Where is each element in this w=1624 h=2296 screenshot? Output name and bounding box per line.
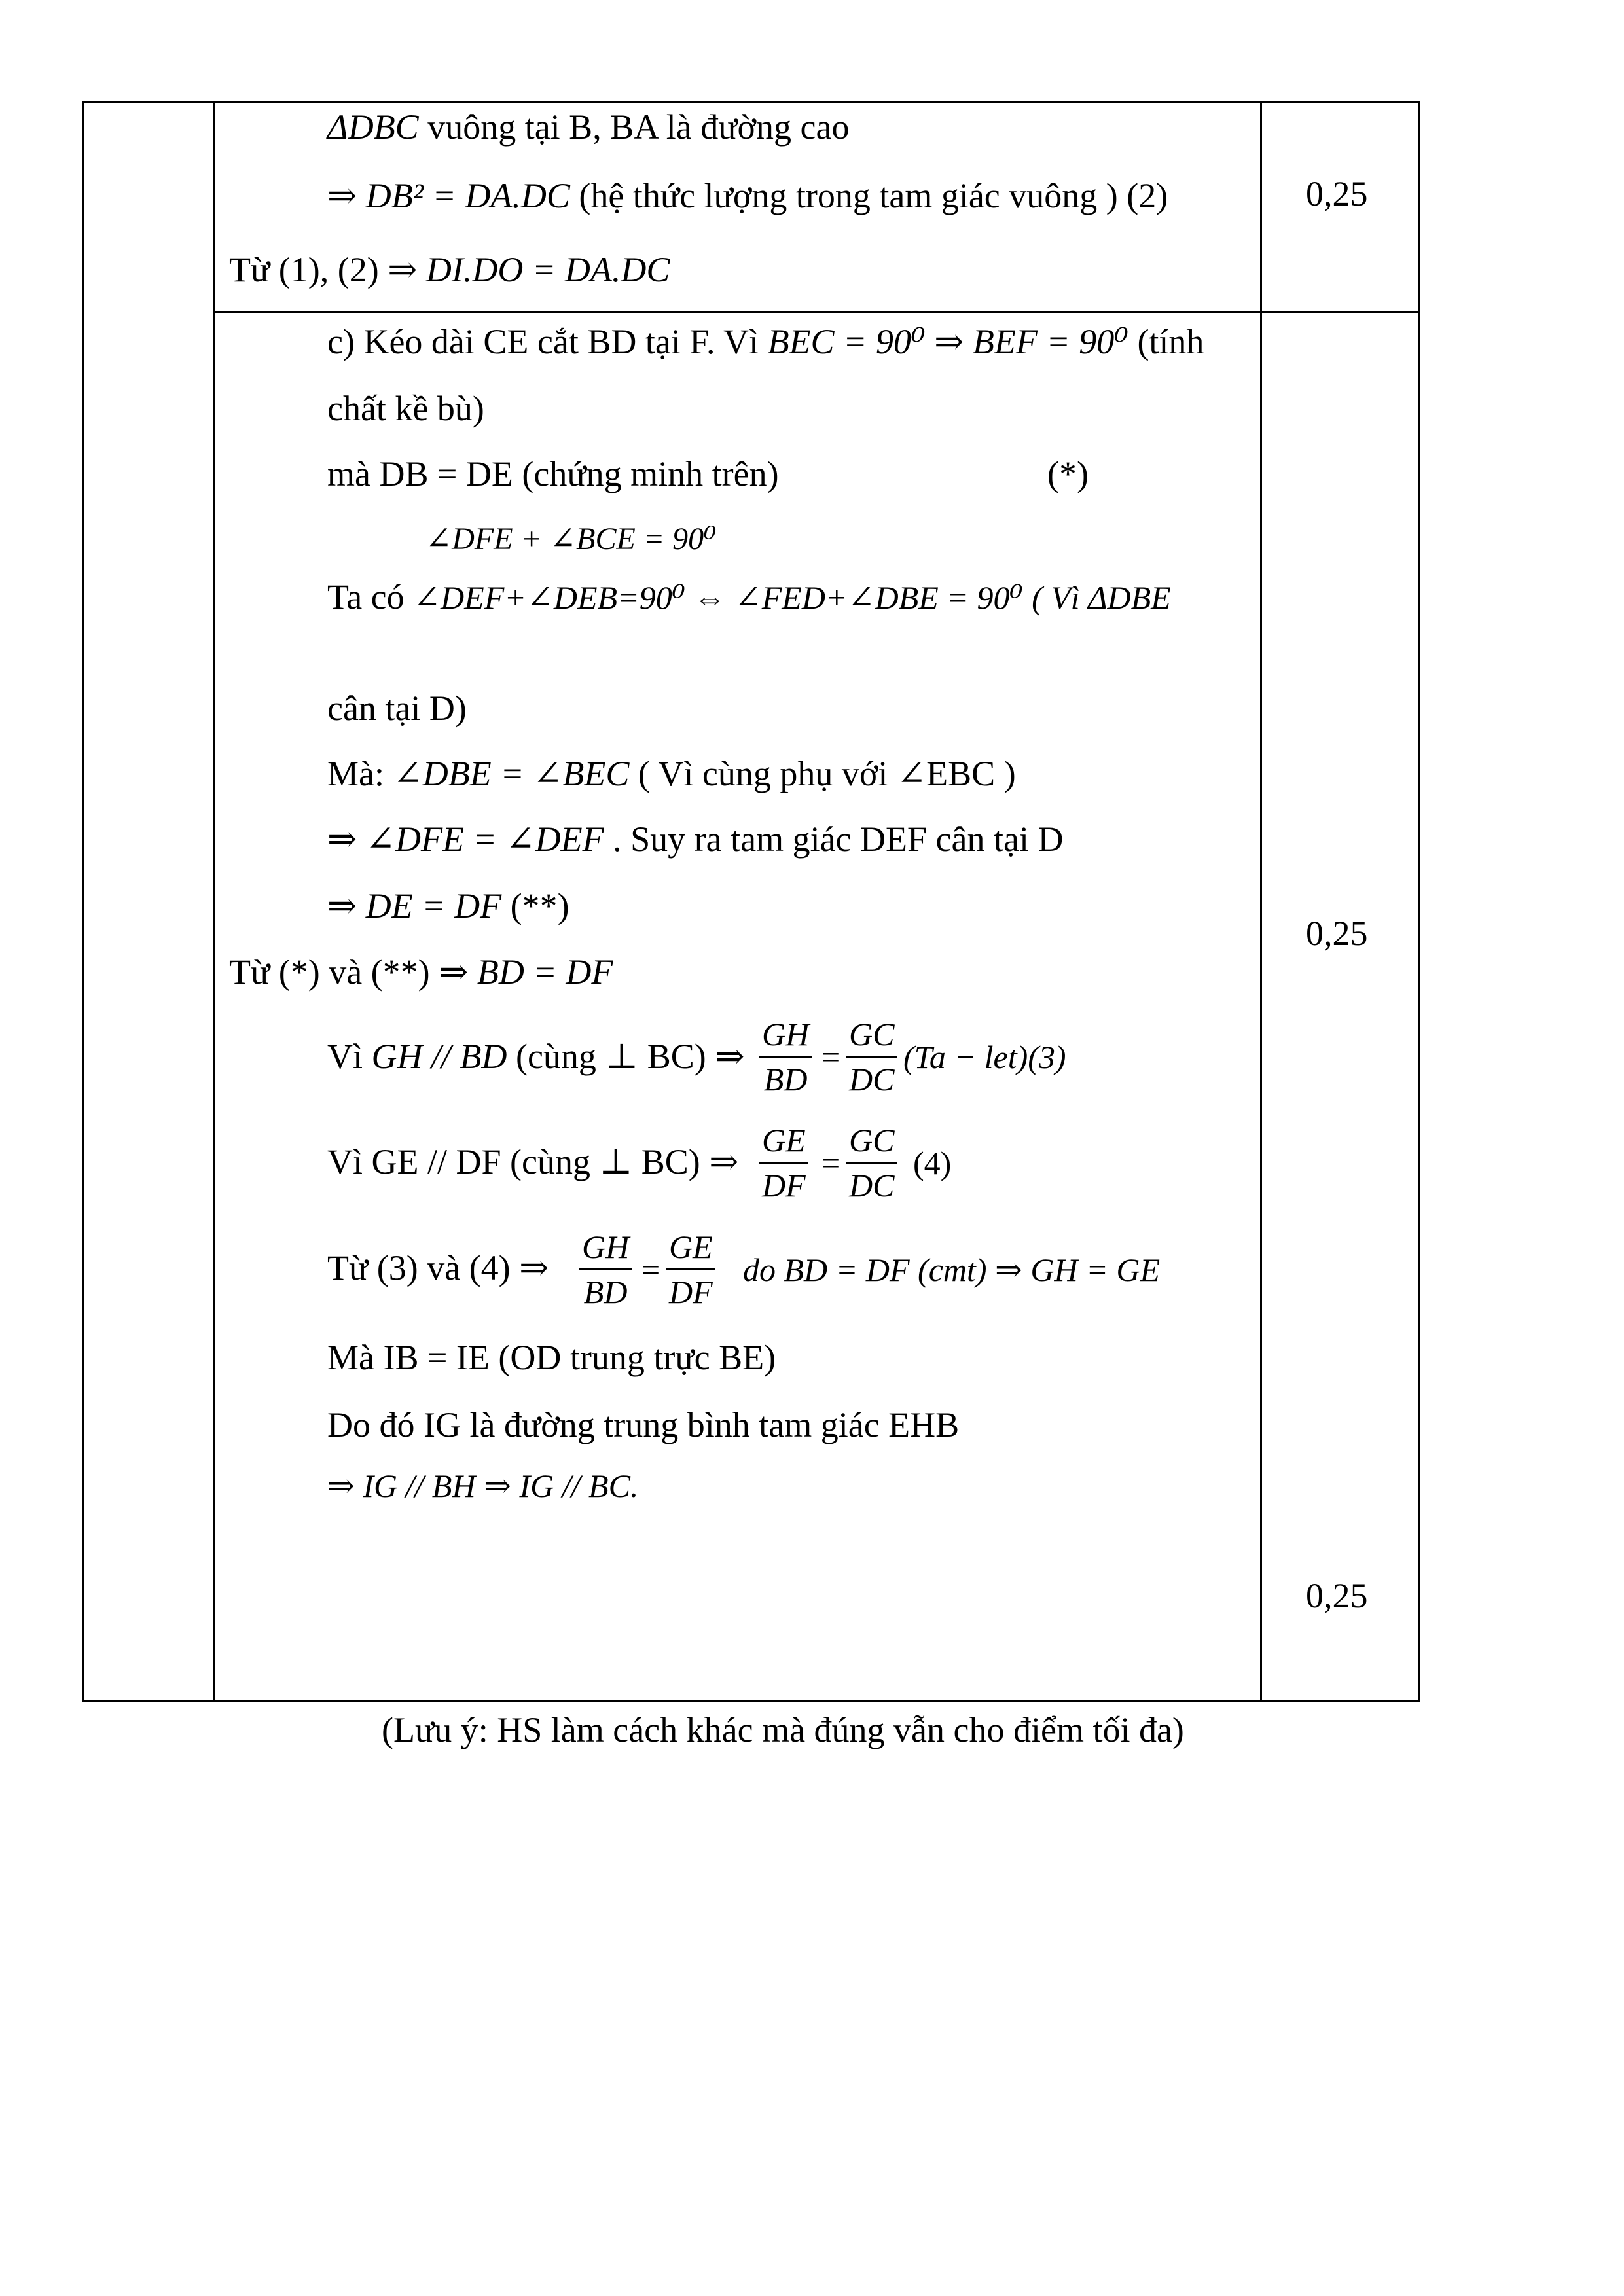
bd-df-equation: ⇒ BD = DF [439, 952, 613, 992]
row1-line2-text: (hệ thức lượng trong tam giác vuông ) (2) [579, 176, 1168, 215]
ma-label: Mà: [327, 754, 384, 793]
part-c-line1 [327, 324, 1204, 359]
row1-line3 [229, 252, 670, 287]
tu-star-text: Từ (*) và (**) [229, 952, 430, 992]
row1-line2 [327, 178, 1168, 213]
part-c-tail: (tính [1137, 322, 1204, 361]
row1-line1 [327, 109, 849, 145]
table-border-left [82, 101, 84, 1702]
vi-label: Vì [327, 1037, 363, 1076]
star-mark: (*) [1047, 454, 1089, 493]
angle-def-deb-equation: ∠DEF+∠DEB=90⁰ ⇔ ∠FED+∠DBE = 90⁰ [413, 579, 1023, 616]
table-col-divider-1 [213, 101, 215, 1702]
perpendicular-clause: (cùng ⊥ BC) ⇒ [515, 1037, 745, 1076]
row1-line3-text: Từ (1), (2) [229, 250, 379, 289]
angle-bec-bef-equation: BEC = 90⁰ ⇒ BEF = 90⁰ [767, 322, 1128, 361]
row2-score-2: 0,25 [1306, 1576, 1368, 1615]
equals-sign: = [641, 1251, 660, 1288]
talet-reference: (Ta − let)(3) [903, 1039, 1066, 1075]
fraction-numerator: GC [846, 1124, 897, 1164]
fraction-denominator: DC [849, 1061, 895, 1098]
table-col-divider-2 [1260, 101, 1262, 1702]
fraction-gh-bd [759, 1018, 812, 1096]
fraction-gc-dc-2 [846, 1124, 897, 1202]
part-c-line8-text: . Suy ra tam giác DEF cân tại D [613, 819, 1064, 859]
ta-co-label: Ta có [327, 577, 405, 617]
fraction-numerator: GH [579, 1230, 632, 1270]
de-df-equation: ⇒ DE = DF [327, 886, 502, 925]
di-do-equation: ⇒ DI.DO = DA.DC [388, 250, 670, 289]
row1-line1-text: vuông tại B, BA là đường cao [427, 107, 850, 147]
fraction-denominator: DC [849, 1167, 895, 1204]
row1-score: 0,25 [1306, 174, 1368, 213]
angle-dbe-bec-equation: ∠DBE = ∠BEC [393, 754, 630, 793]
fraction-gh-bd-2 [579, 1230, 632, 1308]
equals-sign: = [821, 1039, 840, 1075]
part-c-line10 [229, 954, 613, 990]
fraction-ge-df [759, 1124, 808, 1202]
part-c-line15: Do đó IG là đường trung bình tam giác EHB [327, 1405, 960, 1444]
part-c-line14: Mà IB = IE (OD trung trực BE) [327, 1338, 776, 1377]
equals-sign: = [821, 1145, 840, 1181]
fraction-denominator: DF [762, 1167, 806, 1204]
row2-score-1: 0,25 [1306, 914, 1368, 953]
fraction-numerator: GH [759, 1018, 812, 1058]
fraction-denominator: BD [763, 1061, 808, 1098]
part-c-line7-tail: ( Vì cùng phụ với ∠EBC ) [638, 754, 1016, 793]
angle-dfe-def-equation: ⇒ ∠DFE = ∠DEF [327, 819, 604, 859]
part-c-line11 [327, 1039, 744, 1074]
fraction-numerator: GC [846, 1018, 897, 1058]
part-c-line13 [327, 1250, 549, 1285]
part-c-line6: cân tại D) [327, 689, 467, 728]
gh-ge-conclusion: do BD = DF (cmt) ⇒ GH = GE [743, 1251, 1161, 1288]
fraction-ge-df-2 [666, 1230, 715, 1308]
part-c-intro: c) Kéo dài CE cắt BD tại F. Vì [327, 322, 759, 361]
table-border-bottom [82, 1700, 1420, 1702]
ig-parallel-bc: ⇒ IG // BH ⇒ IG // BC. [327, 1467, 639, 1504]
part-c-line5-tail: ( Vì ΔDBE [1032, 579, 1171, 616]
part-c-line12 [327, 1144, 739, 1179]
grading-note: (Lưu ý: HS làm cách khác mà đúng vẫn cho điểm tối đa) [382, 1710, 1184, 1749]
part-c-line3 [327, 456, 1100, 492]
part-c-line2: chất kề bù) [327, 389, 484, 428]
part-c-line7 [327, 756, 1016, 791]
fraction-numerator: GE [666, 1230, 715, 1270]
db-squared-equation: DB² = DA.DC [365, 176, 570, 215]
db-de-statement: mà DB = DE (chứng minh trên) [327, 454, 779, 493]
part-c-line8 [327, 821, 1063, 857]
table-row-divider [213, 311, 1420, 313]
gh-parallel-bd: GH // BD [371, 1037, 507, 1076]
implies-arrow: ⇒ [327, 176, 357, 215]
table-border-top [82, 101, 1420, 103]
ge-parallel-df-text: Vì GE // DF (cùng ⊥ BC) ⇒ [327, 1142, 739, 1181]
fraction-denominator: DF [669, 1274, 713, 1310]
angle-sum-dfe-bce: ∠DFE + ∠BCE = 90⁰ [425, 522, 717, 556]
part-c-line9 [327, 888, 569, 924]
equation-number-4: (4) [913, 1145, 952, 1181]
part-c-line5 [327, 579, 1171, 615]
tu-3-4-text: Từ (3) và (4) ⇒ [327, 1248, 549, 1287]
fraction-numerator: GE [759, 1124, 808, 1164]
fraction-denominator: BD [583, 1274, 628, 1310]
dbc-triangle-math: ΔDBC [327, 107, 419, 147]
fraction-gc-dc [846, 1018, 897, 1096]
double-star-mark: (**) [510, 886, 569, 925]
table-border-right [1418, 101, 1420, 1702]
